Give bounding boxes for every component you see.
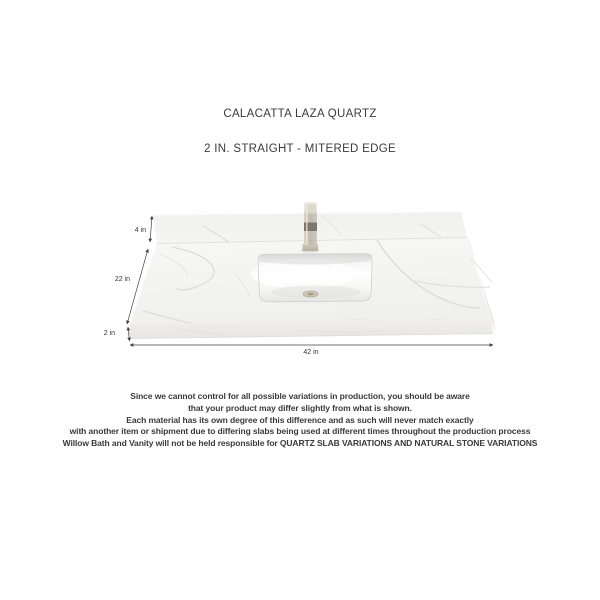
dimension-label-width: 42 in [303,349,319,356]
disclaimer-line: Since we cannot control for all possible variations in production, you should be aware [130,391,470,401]
disclaimer-line: Willow Bath and Vanity will not be held responsible for QUARTZ SLAB VARIATIONS AND NATURAL STONE VARIATIONS [62,438,538,449]
disclaimer-line: Each material has its own degree of this difference and as such will never match exactly [126,414,474,425]
dimension-label-backsplash-height: 4 in [134,227,146,234]
sink-basin [251,254,372,302]
sink-drain [303,291,318,297]
disclaimer-line: with another item or shipment due to differing slabs being used at different times throughout the production process [69,426,531,437]
product-edge-subtitle: 2 IN. STRAIGHT - MITERED EDGE [204,143,396,155]
product-title: CALACATTA LAZA QUARTZ [223,108,377,120]
dimension-label-depth: 22 in [114,276,130,283]
disclaimer-line: that your product may differ slightly from what is shown. [188,402,412,413]
disclaimer [0,391,600,450]
dimension-line-backsplash-height [150,216,152,242]
dimension-label-thickness: 2 in [103,330,115,337]
